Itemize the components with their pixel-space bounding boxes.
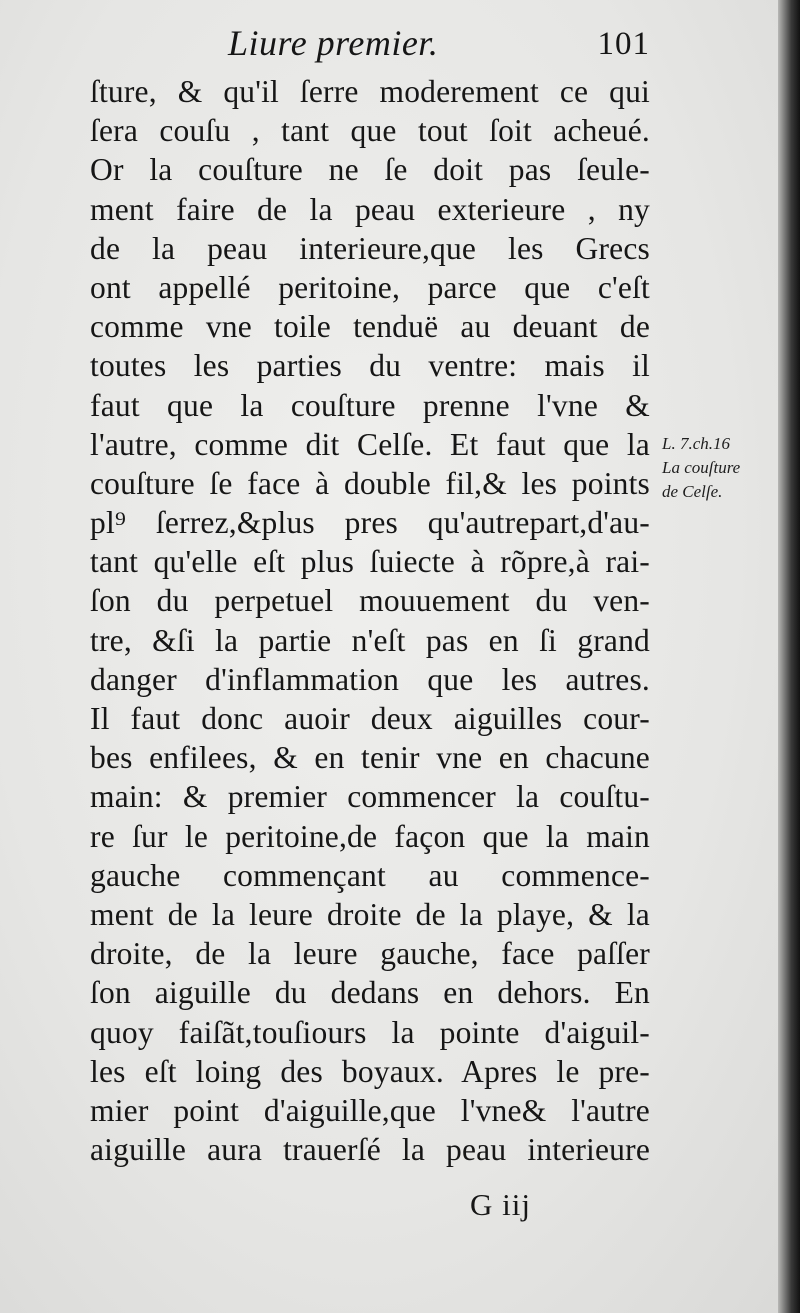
margin-note-reference: L. 7.ch.16 [662,434,730,453]
text-line: ſture, & qu'il ſerre moderement ce qui [90,74,650,109]
text-line: toutes les parties du ventre: mais il [90,348,650,384]
text-line: Or la couſture ne ſe doit pas ſeule- [90,152,650,188]
text-line: les eſt loing des boyaux. Apres le pre- [90,1053,650,1089]
running-head [90,22,650,72]
text-line: couſture ſe face à double fil,& les points [90,465,650,501]
text-line: Il faut donc auoir deux aiguilles cour- [90,701,650,736]
text-line: ſon aiguille du dedans en dehors. En [90,975,650,1011]
text-line: quoy faiſãt,touſiours la pointe d'aiguil- [90,1014,650,1050]
text-line: aiguille aura trauerſé la peau interieure [90,1132,650,1168]
body-text [90,72,650,1169]
running-head-title: Liure premier. [228,23,439,63]
text-line: faut que la couſture prenne l'vne & [90,387,650,423]
page-gutter-shadow [778,0,800,1313]
text-line: tre, &ſi la partie n'eſt pas en ſi grand [90,622,650,658]
text-line: ment de la leure droite de la playe, & la [90,896,650,932]
text-line: de la peau interieure,que les Grecs [90,230,650,266]
text-line: droite, de la leure gauche, face paſſer [90,936,650,972]
text-line: tant qu'elle eſt plus ſuiecte à rõpre,à rai- [90,544,650,580]
margin-note-title: La couſture [662,458,741,477]
text-line: ſon du perpetuel mouuement du ven- [90,583,650,619]
signature-mark: G iij [470,1187,531,1222]
text-line: danger d'inflammation que les autres. [90,661,650,697]
text-line: pl⁹ ſerrez,&plus pres qu'autrepart,d'au- [90,505,650,541]
page-number: 101 [597,26,650,62]
margin-note-title-cont: de Celſe. [662,482,723,501]
text-line: main: & premier commencer la couſtu- [90,779,650,815]
text-line: comme vne toile tenduë au deuant de [90,309,650,345]
text-line: ont appellé peritoine, parce que c'eſt [90,269,650,305]
text-line: gauche commençant au commence- [90,857,650,893]
text-line: ſera couſu , tant que tout ſoit acheué. [90,113,650,149]
text-line: ment faire de la peau exterieure , ny [90,191,650,227]
text-line: bes enfilees, & en tenir vne en chacune [90,740,650,776]
margin-note [662,432,782,504]
text-line: l'autre, comme dit Celſe. Et faut que la [90,426,650,462]
text-line: re ſur le peritoine,de façon que la main [90,818,650,854]
text-line: mier point d'aiguille,que l'vne& l'autre [90,1092,650,1128]
